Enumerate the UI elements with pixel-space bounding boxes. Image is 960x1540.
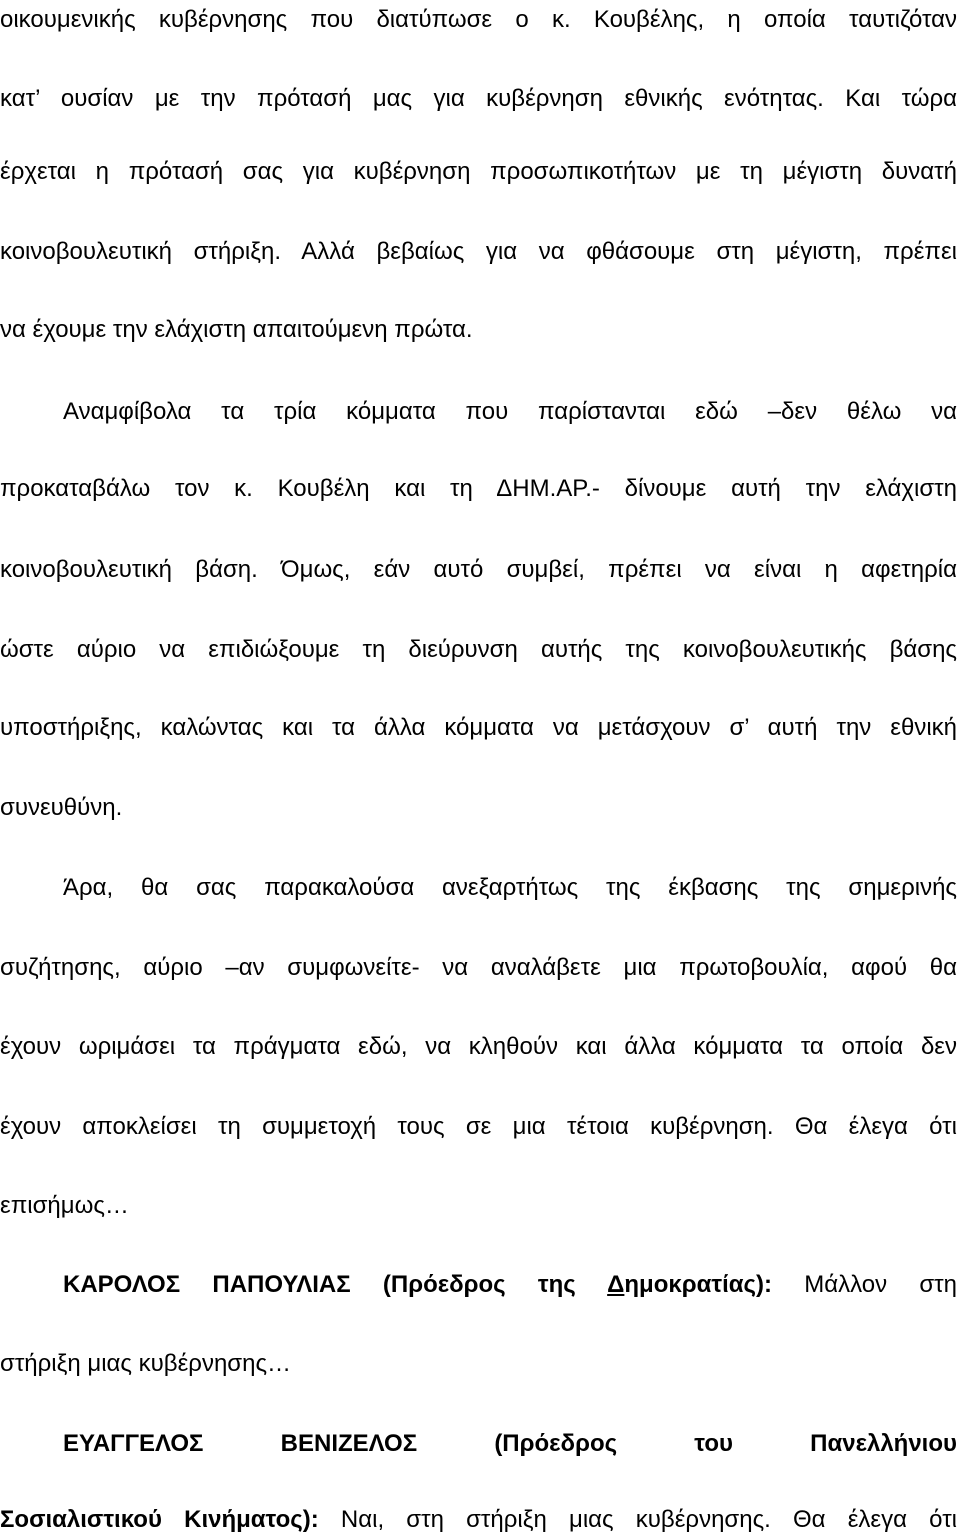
text-line: στήριξη μιας κυβέρνησης… bbox=[0, 1350, 292, 1377]
text-line: έχουν ωριμάσει τα πράγματα εδώ, να κληθούν και άλλα κόμματα τα οποία δεν bbox=[0, 1033, 957, 1060]
text-line: κοινοβουλευτική στήριξη. Αλλά βεβαίως για να φθάσουμε στη μέγιστη, πρέπει bbox=[0, 238, 957, 265]
text-line: κοινοβουλευτική βάση. Όμως, εάν αυτό συμβεί, πρέπει να είναι η αφετηρία bbox=[0, 556, 957, 583]
text-line: να έχουμε την ελάχιστη απαιτούμενη πρώτα. bbox=[0, 316, 473, 343]
speaker-line bbox=[0, 1500, 957, 1540]
text-line: ώστε αύριο να επιδιώξουμε τη διεύρυνση αυτής της κοινοβουλευτικής βάσης bbox=[0, 636, 957, 663]
text-line: υποστήριξης, καλώντας και τα άλλα κόμματα να μετάσχουν σ’ αυτή την εθνική bbox=[0, 714, 957, 741]
text-line: επισήμως… bbox=[0, 1192, 129, 1219]
text-line: κατ’ ουσίαν με την πρότασή μας για κυβέρνηση εθνικής ενότητας. Και τώρα bbox=[0, 85, 957, 112]
speech-text: Ναι, στη στήριξη μιας κυβέρνησης. Θα έλεγα ότι bbox=[318, 1506, 958, 1533]
text-line: Αναμφίβολα τα τρία κόμματα που παρίστανται εδώ –δεν θέλω να bbox=[63, 398, 957, 425]
text-line: Άρα, θα σας παρακαλούσα ανεξαρτήτως της έκβασης της σημερινής bbox=[63, 874, 957, 901]
text-line: προκαταβάλω τον κ. Κουβέλη και τη ΔΗΜ.ΑΡ.- δίνουμε αυτή την ελάχιστη bbox=[0, 475, 957, 502]
speaker-name: ΕΥΑΓΓΕΛΟΣ ΒΕΝΙΖΕΛΟΣ bbox=[63, 1430, 418, 1457]
speaker-role: Σοσιαλιστικού Κινήματος): bbox=[0, 1506, 319, 1533]
speaker-role: (Πρόεδρος της Δημοκρατίας): bbox=[382, 1271, 772, 1298]
speaker-name: ΚΑΡΟΛΟΣ ΠΑΠΟΥΛΙΑΣ bbox=[63, 1271, 351, 1298]
text-line: συνευθύνη. bbox=[0, 794, 123, 821]
speaker-line bbox=[63, 1424, 957, 1464]
speaker-role: (Πρόεδρος του Πανελλήνιου bbox=[494, 1430, 957, 1457]
text-line: οικουμενικής κυβέρνησης που διατύπωσε ο κ. Κουβέλης, η οποία ταυτιζόταν bbox=[0, 6, 957, 33]
speaker-line bbox=[63, 1265, 957, 1305]
text-line: έρχεται η πρότασή σας για κυβέρνηση προσωπικοτήτων με τη μέγιστη δυνατή bbox=[0, 158, 957, 185]
speech-text: Μάλλον στη bbox=[771, 1271, 957, 1298]
text-line: έχουν αποκλείσει τη συμμετοχή τους σε μια τέτοια κυβέρνηση. Θα έλεγα ότι bbox=[0, 1113, 957, 1140]
text-line: συζήτησης, αύριο –αν συμφωνείτε- να αναλάβετε μια πρωτοβουλία, αφού θα bbox=[0, 954, 957, 981]
